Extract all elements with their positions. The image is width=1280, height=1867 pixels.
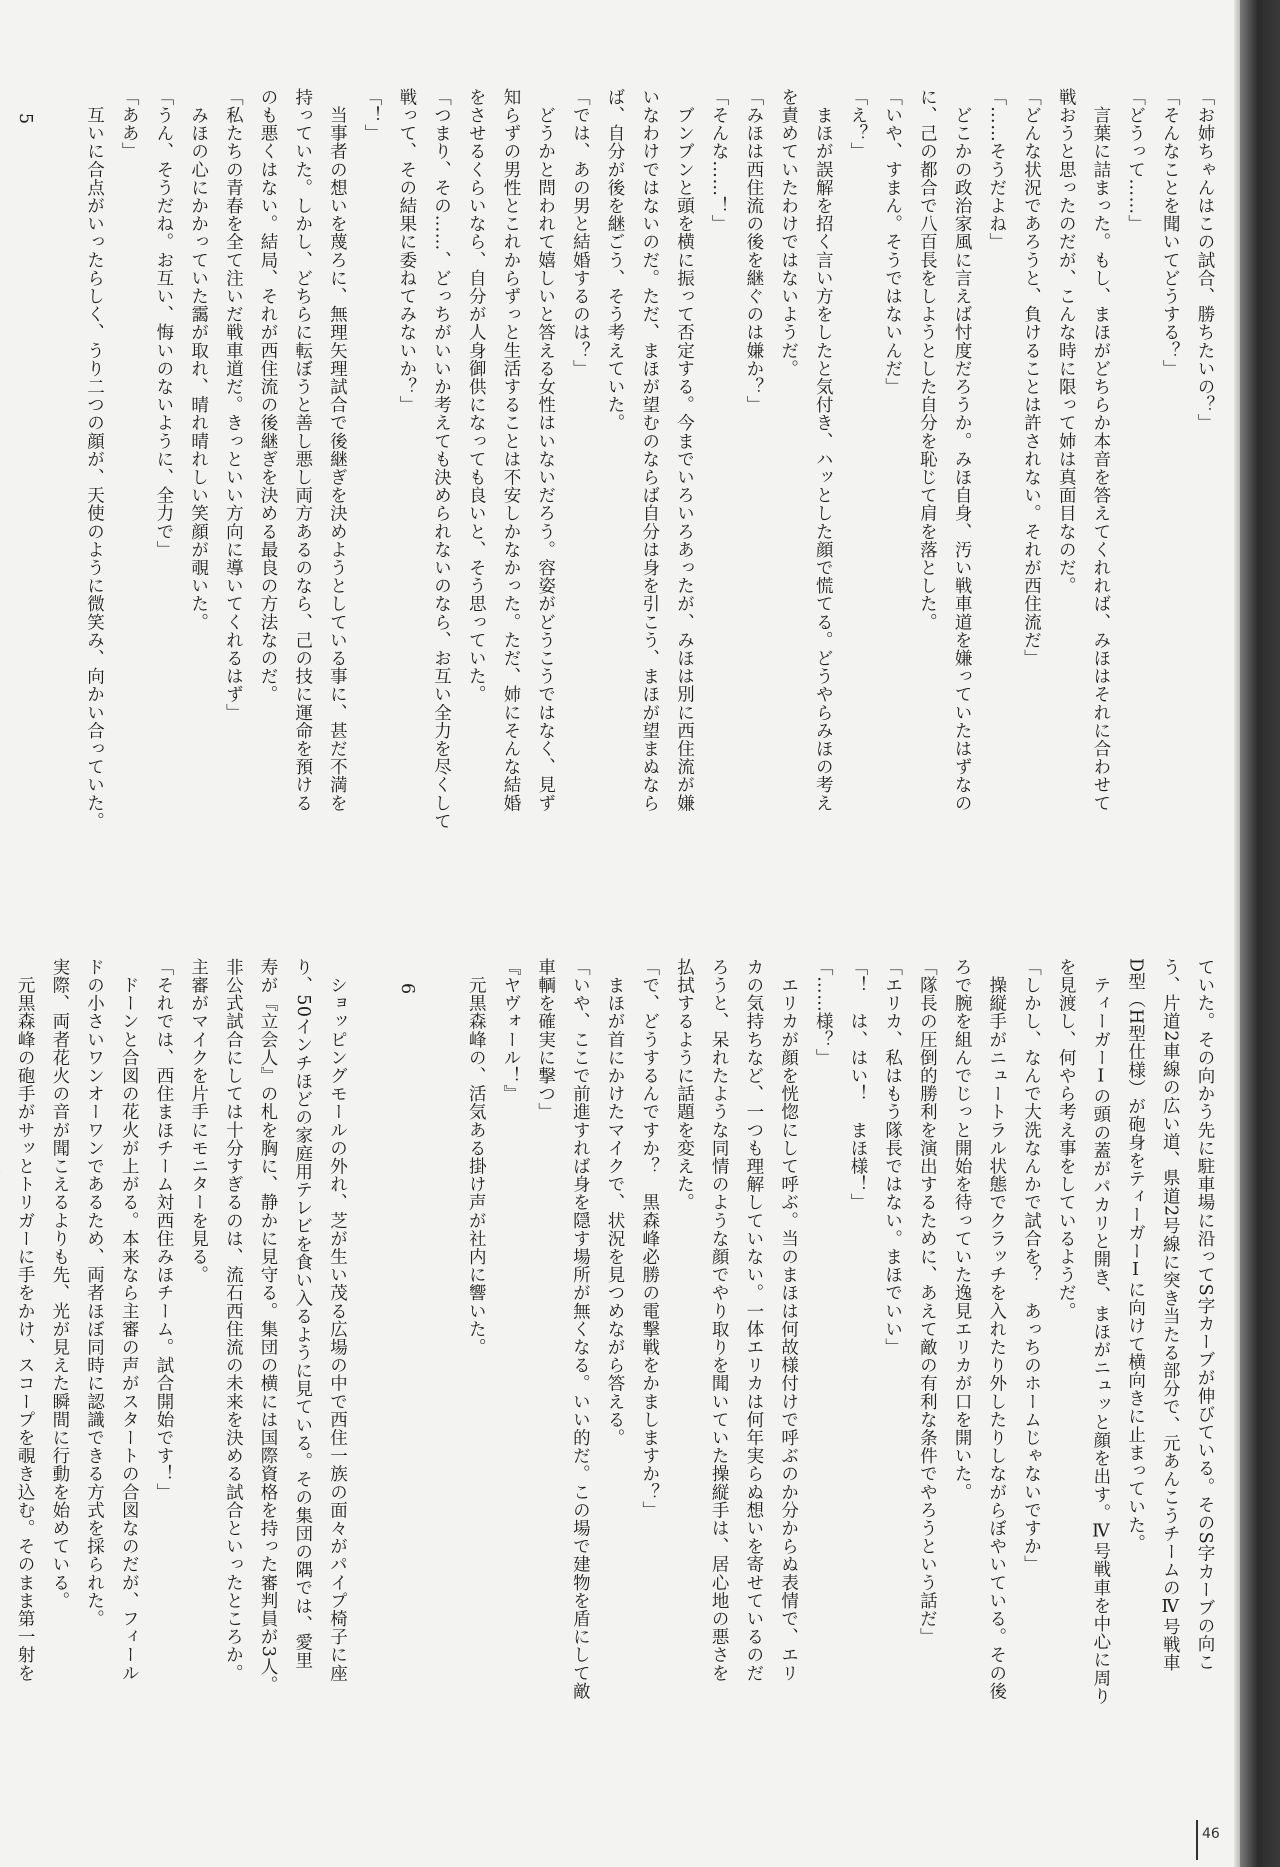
text-line: 主審がマイクを片手にモニターを見る。 xyxy=(188,958,209,1284)
text-line: 「！ は、はい！ まほ様！」 xyxy=(847,958,868,1212)
text-line: 「そんな……！」 xyxy=(709,88,730,233)
text-line: 当事者の想いを蔑ろに、無理矢理試合で後継ぎを決めようとしている事に、甚だ不満を xyxy=(327,88,348,812)
text-line: 車輌を確実に撃つ」 xyxy=(535,958,556,1121)
page-number: 46 xyxy=(1202,1826,1220,1842)
text-line: 元黒森峰の、活気ある掛け声が社内に響いた。 xyxy=(466,958,487,1357)
text-line: 『ヤヴォール！』 xyxy=(500,958,521,1103)
text-line: エリカが顔を恍惚にして呼ぶ。当のまほは何故様付けで呼ぶのか分からぬ表情で、エリ xyxy=(778,958,799,1682)
text-line: ブンブンと頭を横に振って否定する。今までいろいろあったが、みほは別に西住流が嫌 xyxy=(674,88,695,812)
blank-line xyxy=(42,88,77,926)
text-line: 「では、あの男と結婚するのは？」 xyxy=(570,88,591,378)
text-line: ていた。その向かう先に駐車場に沿ってS字カーブが伸びている。そのS字カーブの向こ xyxy=(1195,958,1215,1671)
text-line: 戦おうと思ったのだが、こんな時に限って姉は真面目なのだ。 xyxy=(1056,88,1077,595)
text-line: 操縦手がニュートラル状態でクラッチを入れたり外したりしながらぼやいている。その後 xyxy=(986,958,1007,1701)
section-heading-5: 5 xyxy=(15,112,36,125)
text-line: を見渡し、何やら考え事をしているようだ。 xyxy=(1056,958,1077,1320)
text-line: 「隊長の圧倒的勝利を演出するために、あえて敵の有利な条件でやろうという話だ」 xyxy=(917,958,938,1646)
text-line: 知らずの男性とこれからずっと生活することは不安しかなかった。ただ、姉にそんな結婚 xyxy=(500,88,521,812)
text-line: 「それでは、西住まほチーム対西住みほチーム。試合開始です！」 xyxy=(153,958,174,1501)
text-line: 「いや、ここで前進すれば身を隠す場所が無くなる。いい的だ。この場で建物を盾にして敵 xyxy=(570,958,591,1701)
text-line: う、片道2車線の広い道、県道2号線に突き当たる部分で、元あんこうチームのⅣ号戦車 xyxy=(1160,958,1181,1672)
text-line: り、50インチほどの家庭用テレビを食い入るように見ている。その集団の隅では、愛里 xyxy=(292,958,313,1670)
text-line: 寿が『立会人』の札を胸に、静かに見守る。集団の横には国際資格を持った審判員が3人。 xyxy=(258,958,279,1694)
text-line: 「……そうだよね」 xyxy=(986,88,1007,251)
text-line: ティーガーⅠの頭の蓋がパカリと開き、まほがニュッと顔を出す。Ⅳ号戦車を中心に周り xyxy=(1090,958,1111,1706)
text-line: 「！」 xyxy=(362,88,383,143)
text-line: 「みほは西住流の後を継ぐのは嫌か？」 xyxy=(743,88,764,414)
text-line: に、己の都合で八百長をしようとした自分を恥じて肩を落とした。 xyxy=(917,88,938,631)
text-line: どこかの政治家風に言えば忖度だろうか。みほ自身、汚い戦車道を嫌っていたはずなの xyxy=(952,88,973,812)
text-line: 実際、両者花火の音が聞こえるよりも先、光が見えた瞬間に行動を始めている。 xyxy=(49,958,70,1610)
blank-line xyxy=(424,958,459,1768)
text-line: 言葉に詰まった。もし、まほがどちらか本音を答えてくれれば、みほはそれに合わせて xyxy=(1090,88,1111,812)
page-number-rule xyxy=(1196,1820,1198,1860)
text-line: 「私たちの青春を全て注いだ戦車道だ。きっといい方向に導いてくれるはず」 xyxy=(223,88,244,722)
text-line: ろで腕を組んでじっと開始を待っていた逸見エリカが口を開いた。 xyxy=(952,958,973,1501)
text-line: 戦って、その結果に委ねてみないか？」 xyxy=(396,88,417,414)
upper-text-block xyxy=(15,88,1222,926)
text-line: 「いや、すまん。そうではないんだ」 xyxy=(882,88,903,396)
text-line: 「どうって……」 xyxy=(1125,88,1146,233)
text-line: ドーンと合図の花火が上がる。本来なら主審の声がスタートの合図なのだが、フィール xyxy=(119,958,140,1682)
text-line: 「え？」 xyxy=(847,88,868,161)
text-line xyxy=(0,958,7,1768)
text-line: 払拭するように話題を変えた。 xyxy=(674,958,695,1212)
text-line: いなわけではないのだ。ただ、まほが望むのならば自分は身を引こう、まほが望まぬなら xyxy=(639,88,660,812)
text-line: ば、自分が後を継ごう、そう考えていた。 xyxy=(605,88,626,432)
text-line: ろうと、呆れたような同情のような顔でやり取りを聞いていた操縦手は、居心地の悪さを xyxy=(709,958,730,1682)
text-line: まほが誤解を招く言い方をしたと気付き、ハッとした顔で慌てる。どうやらみほの考え xyxy=(813,88,834,812)
text-line: 元黒森峰の砲手がサッとトリガーに手をかけ、スコープを覗き込む。そのまま第一射を xyxy=(15,958,36,1682)
text-line: 「……様？」 xyxy=(813,958,834,1067)
text-line: みほの心にかかっていた靄が取れ、晴れ晴れしい笑顔が覗いた。 xyxy=(188,88,209,631)
text-line: 「どんな状況であろうと、負けることは許されない。それが西住流だ」 xyxy=(1021,88,1042,668)
text-line: 「しかし、なんで大洗なんかで試合を？ あっちのホームじゃないですか」 xyxy=(1021,958,1042,1574)
blank-line xyxy=(0,88,7,926)
text-line: 「で、どうするんですか？ 黒森峰必勝の電撃戦をかましますか？」 xyxy=(639,958,660,1520)
text-line: 持っていた。しかし、どちらに転ぼうと善し悪し両方あるのなら、己の技に運命を預ける xyxy=(292,88,313,812)
text-line: 「エリカ、私はもう隊長ではない。まほでいい」 xyxy=(882,958,903,1357)
text-line: 非公式試合にしては十分すぎるのは、流石西住流の未来を決める試合といったところか。 xyxy=(223,958,244,1682)
text-line: どうかと問われて嬉しいと答える女性はいないだろう。容姿がどうこうではなく、見ず xyxy=(535,88,556,812)
text-line: のも悪くはない。結局、それが西住流の後継ぎを決める最良の方法なのだ。 xyxy=(258,88,279,704)
text-line: 「お姉ちゃんはこの試合、勝ちたいの？」 xyxy=(1195,88,1215,432)
text-line: を責めていたわけではないようだ。 xyxy=(778,88,799,378)
text-line: D型（H型仕様）が砲身をティーガーⅠに向けて横向きに止まっていた。 xyxy=(1125,958,1146,1553)
binding-shadow xyxy=(1240,0,1280,1867)
text-line: 「ああ」 xyxy=(119,88,140,161)
text-line: カの気持ちなど、一つも理解していない。一体エリカは何年実らぬ想いを寄せているのだ xyxy=(743,958,764,1682)
text-line: をさせるくらいなら、自分が人身御供になっても良いと、そう思っていた。 xyxy=(466,88,487,704)
text-line: 「つまり、その……、どっちがいいか考えても決められないのなら、お互い全力を尽くして xyxy=(431,88,452,831)
section-heading-6: 6 xyxy=(396,982,417,995)
text-line: 互いに合点がいったらしく、うり二つの顔が、天使のように微笑み、向かい合っていた。 xyxy=(84,88,105,831)
text-line: 「うん、そうだね。お互い、悔いのないように、全力で」 xyxy=(153,88,174,559)
text-line: 「そんなことを聞いてどうする？」 xyxy=(1160,88,1181,378)
text-line: ショッピングモールの外れ、芝が生い茂る広場の中で西住一族の面々がパイプ椅子に座 xyxy=(327,958,348,1682)
blank-line xyxy=(354,958,389,1768)
text-line: ドの小さいワンオーワンであるため、両者ほぼ同時に認識できる方式を採られた。 xyxy=(84,958,105,1628)
lower-text-block xyxy=(15,958,1222,1768)
text-line: まほが首にかけたマイクで、状況を見つめながら答える。 xyxy=(605,958,626,1447)
